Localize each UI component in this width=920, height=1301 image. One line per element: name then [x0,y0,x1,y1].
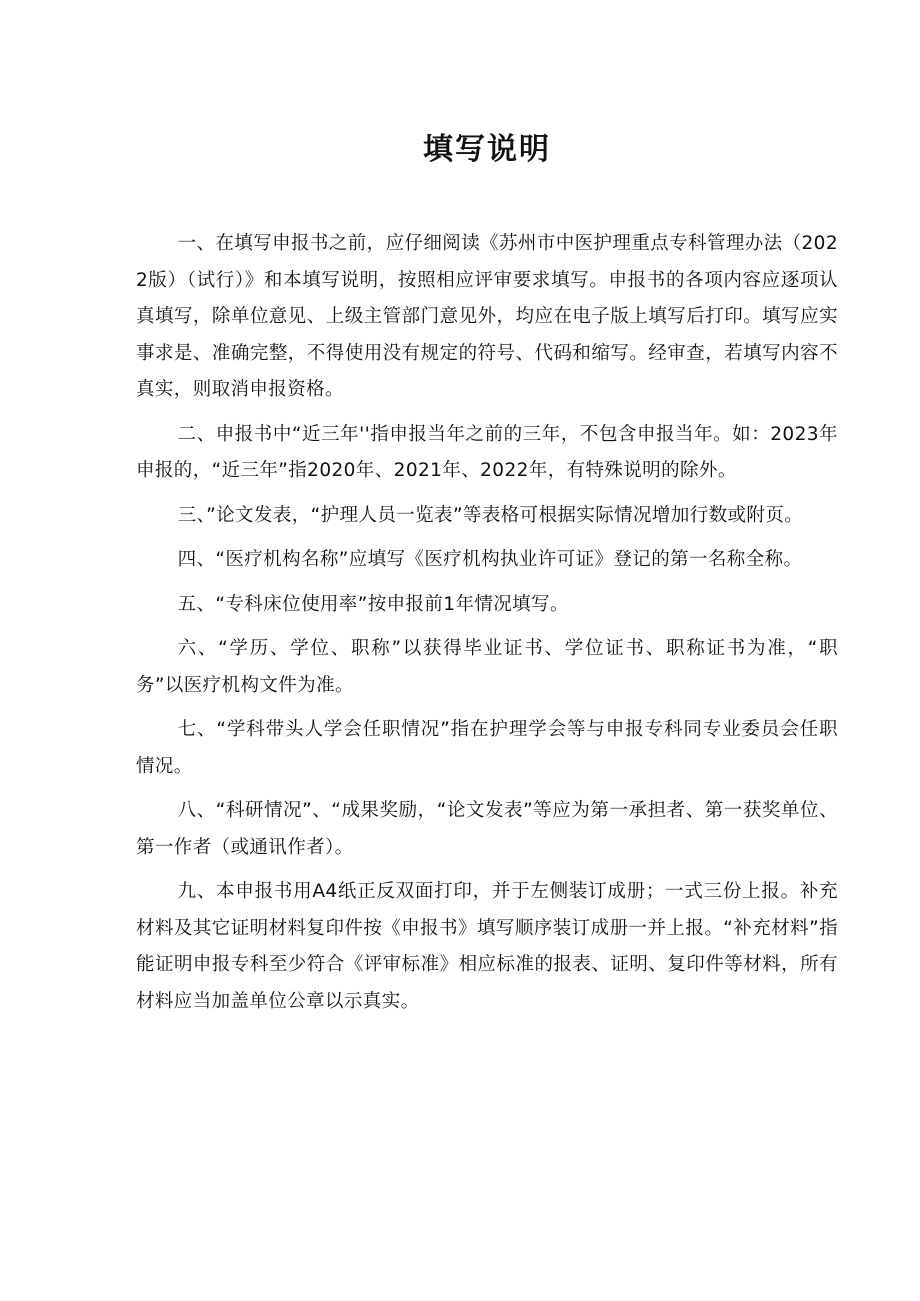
instruction-paragraph-9: 九、本申报书用A4纸正反双面打印，并于左侧装订成册；一式三份上报。补充材料及其它证明材料复印件按《申报书》填写顺序装订成册一并上报。“补充材料”指能证明申报专科至少符合《评审标准》相应标准的报表、证明、复印件等材料，所有材料应当加盖单位公章以示真实。 [136,881,838,1012]
instruction-paragraph-3: 三、”论文发表，“护理人员一览表”等表格可根据实际情况增加行数或附页。 [177,504,804,526]
page-title: 填写说明 [423,132,551,167]
instruction-paragraph-1: 一、在填写申报书之前，应仔细阅读《苏州市中医护理重点专科管理办法（2022版）（试行）》和本填写说明，按照相应评审要求填写。申报书的各项内容应逐项认真填写，除单位意见、上级主管部门意见外，均应在电子版上填写后打印。填写应实事求是、准确完整，不得使用没有规定的符号、代码和缩写。经审查，若填写内容不真实，则取消申报资格。 [136,233,838,400]
instruction-paragraph-6: 六、“学历、学位、职称”以获得毕业证书、学位证书、职称证书为准，“职务”以医疗机构文件为准。 [136,638,838,696]
instruction-paragraph-5: 五、“专科床位使用率”按申报前1年情况填写。 [177,593,569,615]
instructions-body [136,226,838,1020]
instruction-paragraph-2: 二、申报书中“近三年''指申报当年之前的三年，不包含申报当年。如：2023年申报的，“近三年”指2020年、2021年、2022年，有特殊说明的除外。 [136,423,838,481]
instruction-paragraph-4: 四、“医疗机构名称”应填写《医疗机构执业许可证》登记的第一名称全称。 [177,549,803,570]
instruction-paragraph-7: 七、“学科带头人学会任职情况”指在护理学会等与申报专科同专业委员会任职情况。 [136,719,838,777]
instruction-paragraph-8: 八、“科研情况”、“成果奖励，“论文发表”等应为第一承担者、第一获奖单位、第一作者（或通讯作者）。 [136,800,838,858]
